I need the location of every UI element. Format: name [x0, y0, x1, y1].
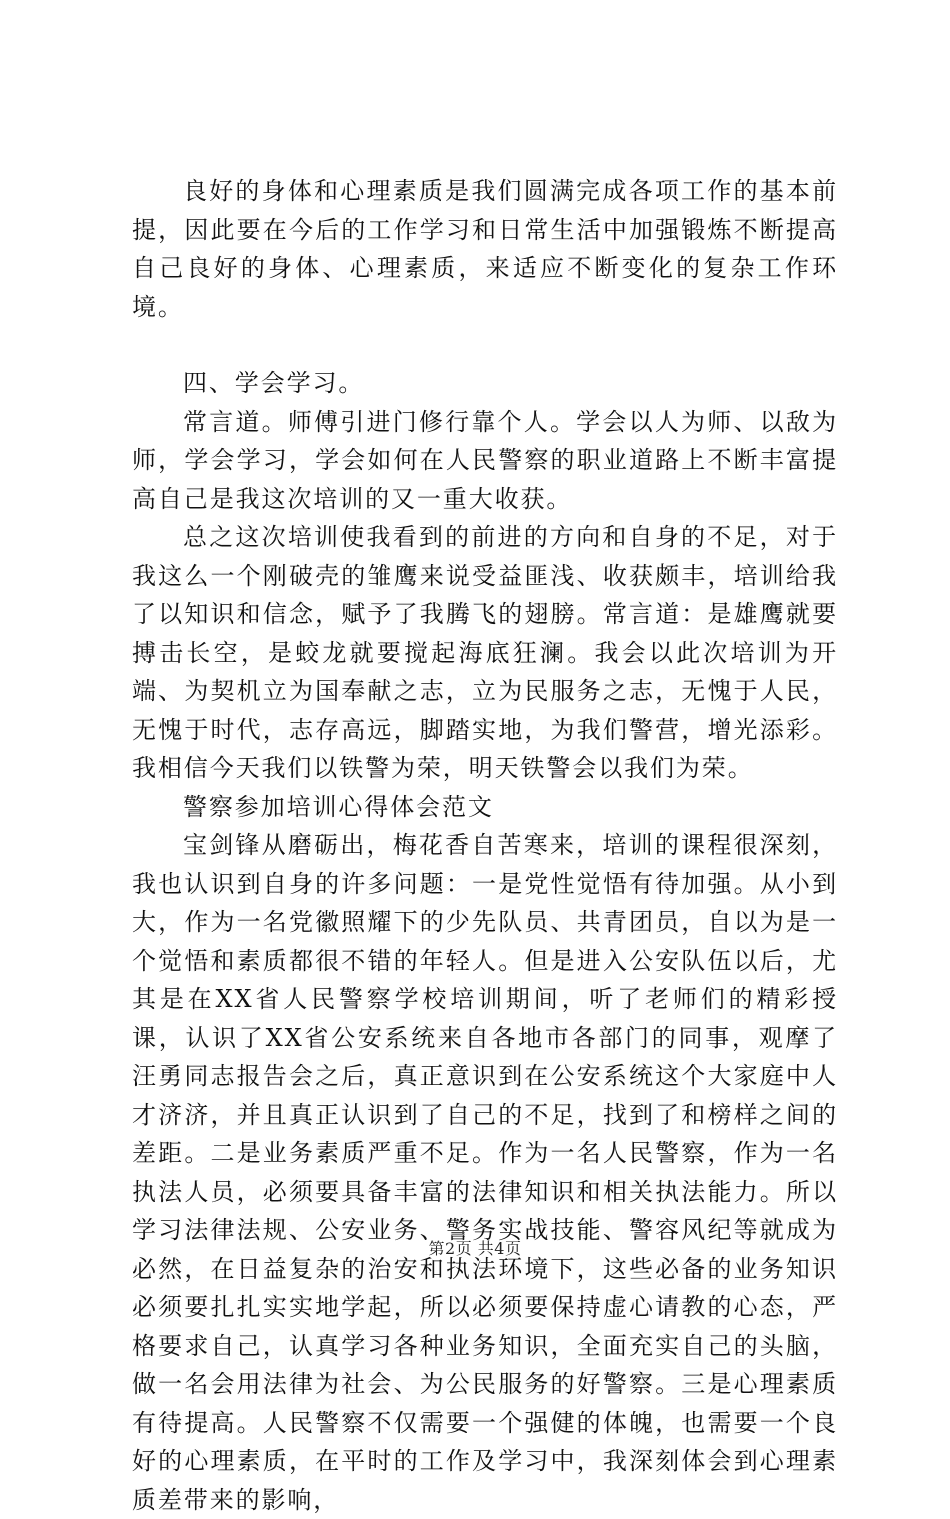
paragraph-conclusion: 总之这次培训使我看到的前进的方向和自身的不足，对于我这么一个刚破壳的雏鹰来说受益匪浅、收获颇丰，培训给我了以知识和信念，赋予了我腾飞的翅膀。常言道：是雄鹰就要搏击长空，是蛟龙就要搅起海底狂澜。我会以此次培训为开端、为契机立为国奉献之志，立为民服务之志，无愧于人民，无愧于时代，志存高远，脚踏实地，为我们警营，增光添彩。我相信今天我们以铁警为荣，明天铁警会以我们为荣。 — [132, 523, 838, 782]
paragraph-learning: 常言道。师傅引进门修行靠个人。学会以人为师、以敌为师，学会学习，学会如何在人民警察的职业道路上不断丰富提高自己是我这次培训的又一重大收获。 — [132, 407, 838, 513]
paragraph-spacer — [132, 326, 838, 364]
section-heading-learning: 四、学会学习。 — [183, 369, 365, 397]
page-footer: 第2页 共4页 — [428, 1239, 522, 1258]
article-title: 警察参加培训心得体会范文 — [183, 792, 494, 821]
document-body — [132, 172, 838, 1519]
paragraph-reflection: 宝剑锋从磨砺出，梅花香自苦寒来，培训的课程很深刻，我也认识到自身的许多问题：一是党性觉悟有待加强。从小到大，作为一名党徽照耀下的少先队员、共青团员，自以为是一个觉悟和素质都很不错的年轻人。但是进入公安队伍以后，尤其是在XX省人民警察学校培训期间，听了老师们的精彩授课，认识了XX省公安系统来自各地市各部门的同事，观摩了汪勇同志报告会之后，真正意识到在公安系统这个大家庭中人才济济，并且真正认识到了自己的不足，找到了和榜样之间的差距。二是业务素质严重不足。作为一名人民警察，作为一名执法人员，必须要具备丰富的法律知识和相关执法能力。所以学习法律法规、公安业务、警务实战技能、警容风纪等就成为必然，在日益复杂的治安和执法环境下，这些必备的业务知识必须要扎扎实实地学起，所以必须要保持虚心请教的心态，严格要求自己，认真学习各种业务知识，全面充实自己的头脑，做一名会用法律为社会、为公民服务的好警察。三是心理素质有待提高。人民警察不仅需要一个强健的体魄，也需要一个良好的心理素质，在平时的工作及学习中，我深刻体会到心理素质差带来的影响， — [132, 831, 838, 1514]
paragraph-fitness: 良好的身体和心理素质是我们圆满完成各项工作的基本前提，因此要在今后的工作学习和日常生活中加强锻炼不断提高自己良好的身体、心理素质，来适应不断变化的复杂工作环境。 — [132, 177, 838, 321]
